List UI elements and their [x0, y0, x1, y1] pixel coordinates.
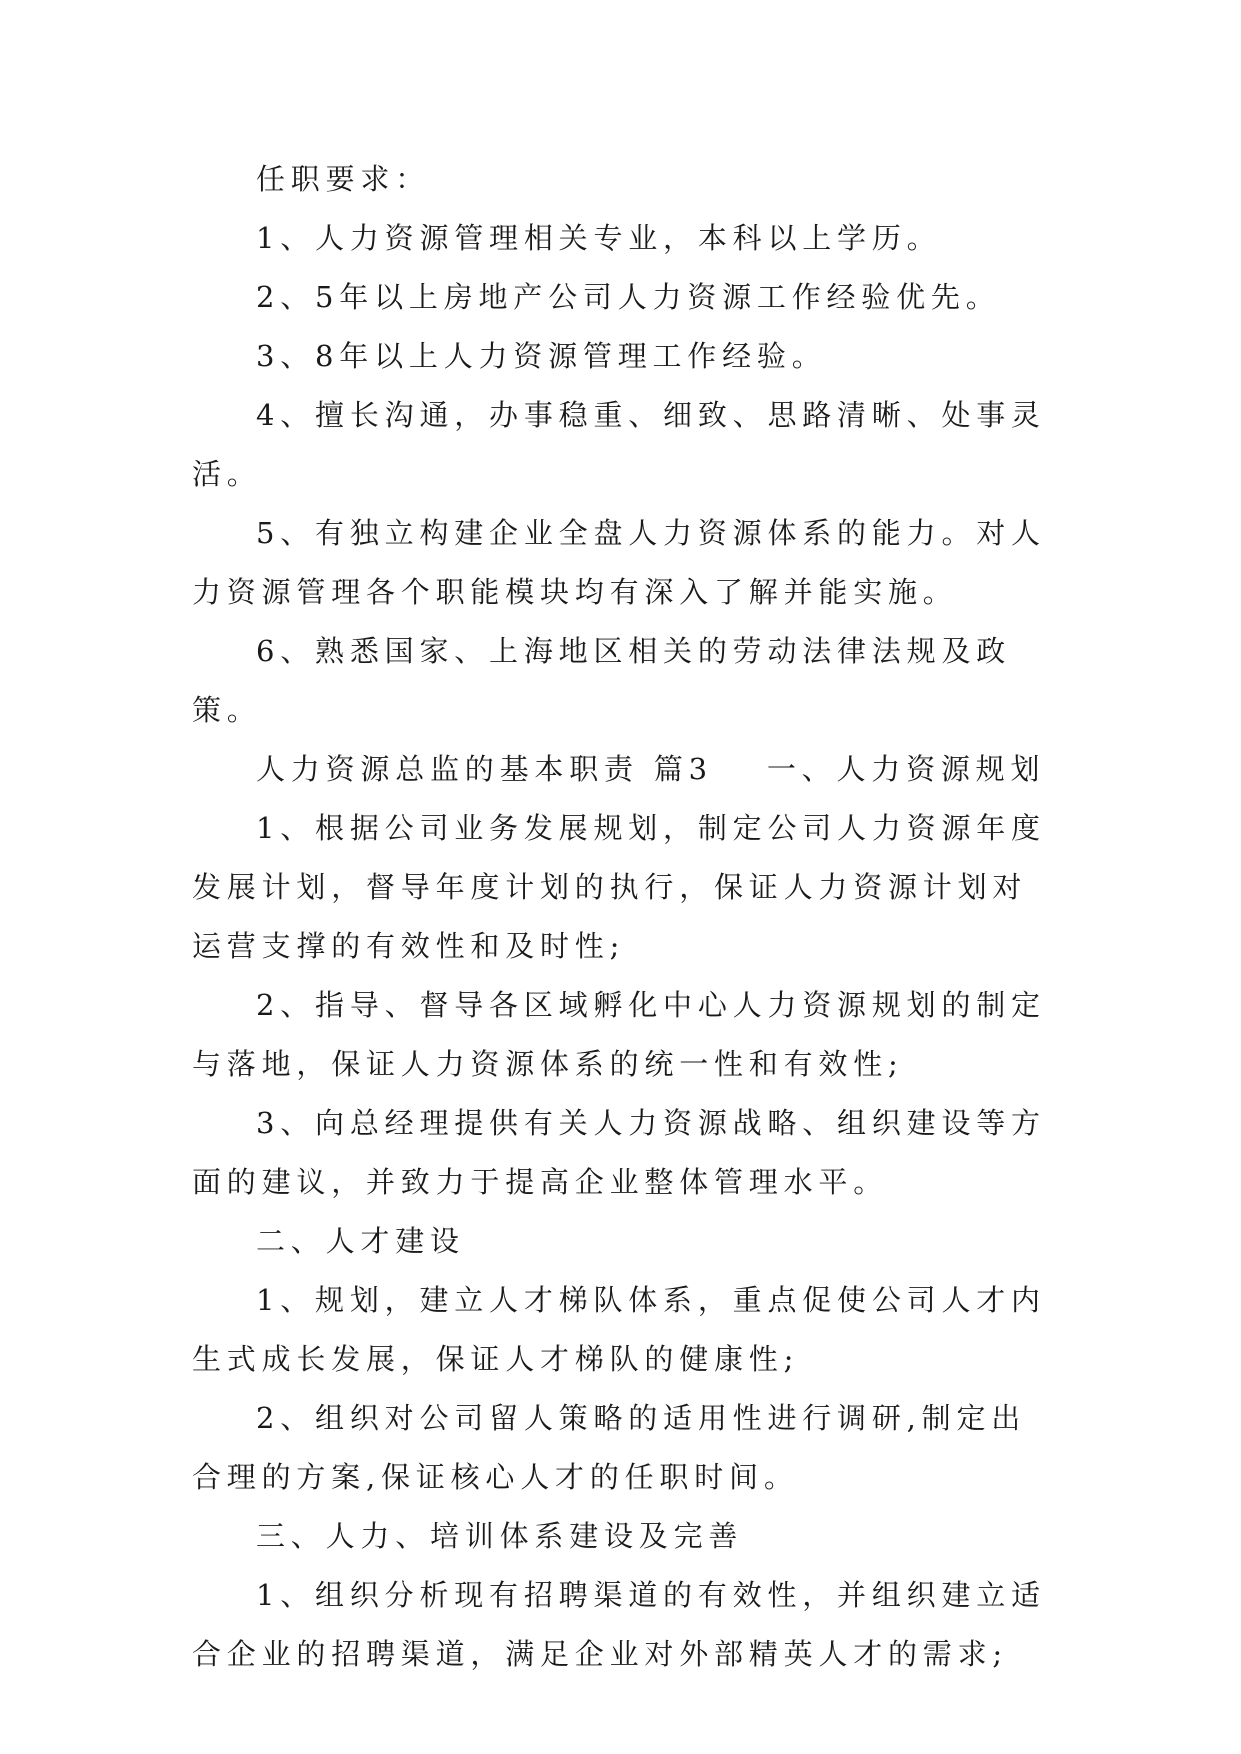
paragraph-talent-2: 2、组织对公司留人策略的适用性进行调研,制定出合理的方案,保证核心人才的任职时间。 — [192, 1401, 1027, 1494]
section-title: 人力资源总监的基本职责 篇3 — [256, 752, 713, 786]
section-title-line — [192, 740, 1052, 799]
paragraph-requirement-3: 3、8年以上人力资源管理工作经验。 — [256, 339, 827, 373]
paragraph-planning-2: 2、指导、督导各区域孵化中心人力资源规划的制定与落地，保证人力资源体系的统一性和有效性; — [192, 988, 1046, 1081]
document-page — [192, 150, 1052, 1684]
paragraph-planning-1: 1、根据公司业务发展规划，制定公司人力资源年度发展计划，督导年度计划的执行，保证人力资源计划对运营支撑的有效性和及时性; — [192, 811, 1046, 963]
paragraph-requirement-1: 1、人力资源管理相关专业，本科以上学历。 — [256, 221, 942, 255]
paragraph-requirement-5: 5、有独立构建企业全盘人力资源体系的能力。对人力资源管理各个职能模块均有深入了解并能实施。 — [192, 516, 1046, 609]
paragraph-training-heading: 三、人力、培训体系建设及完善 — [256, 1519, 744, 1553]
paragraph-requirement-4: 4、擅长沟通，办事稳重、细致、思路清晰、处事灵活。 — [192, 398, 1046, 491]
paragraph-talent-1: 1、规划，建立人才梯队体系，重点促使公司人才内生式成长发展，保证人才梯队的健康性; — [192, 1283, 1046, 1376]
paragraph-talent-heading: 二、人才建设 — [256, 1224, 465, 1258]
paragraph-requirement-2: 2、5年以上房地产公司人力资源工作经验优先。 — [256, 280, 1001, 314]
paragraph-planning-3: 3、向总经理提供有关人力资源战略、组织建设等方面的建议，并致力于提高企业整体管理水平。 — [192, 1106, 1046, 1199]
paragraph-training-1: 1、组织分析现有招聘渠道的有效性，并组织建立适合企业的招聘渠道，满足企业对外部精英人才的需求; — [192, 1578, 1046, 1671]
paragraph-requirements-heading: 任职要求： — [256, 162, 431, 196]
paragraph-requirement-6: 6、熟悉国家、上海地区相关的劳动法律法规及政策。 — [192, 634, 1012, 727]
section-subtitle: 一、人力资源规划 — [766, 752, 1046, 786]
